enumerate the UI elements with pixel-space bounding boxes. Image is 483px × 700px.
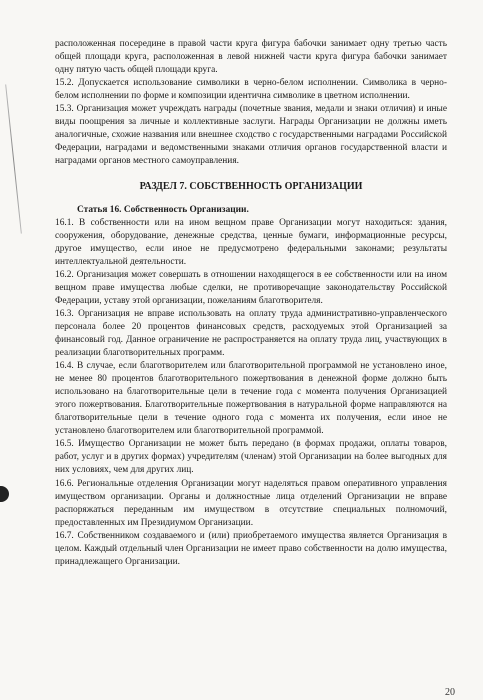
section-title: РАЗДЕЛ 7. СОБСТВЕННОСТЬ ОРГАНИЗАЦИИ [139, 181, 363, 193]
page-number: 20 [445, 687, 455, 698]
paragraph-16-6: 16.6. Региональные отделения Организации могут наделяться правом оперативного управления имуществом организации. Органы и должностные лица отделений Организации не вправе распоряжаться переданным им имуществом в отсутствие специальных полномочий, предоставленных им Президиумом Организации. [55, 478, 447, 528]
paragraph-16-5: 16.5. Имущество Организации не может быть передано (в формах продажи, оплаты товаров, работ, услуг и в других формах) учредителям (членам) этой Организации на более выгодных для них условиях, чем для других лиц. [55, 439, 447, 476]
paragraph-15-1-continuation: расположенная посередине в правой части круга фигура бабочки занимает одну третью часть общей площади круга, расположенная в левой нижней части круга фигура бабочки занимает одну пятую часть общей площади круга. [55, 39, 447, 76]
document-body [55, 38, 447, 569]
paragraph-16-4: 16.4. В случае, если благотворителем или благотворительной программой не установлено иное, не менее 80 процентов благотворительного пожертвования в денежной форме должно быть использовано на благотворительные цели в течение года с момента получения Организацией этого пожертвования. Благотворительные пожертвования в натуральной форме направляются на благотворительные цели в течение одного года с момента их получения, если иное не установлено благотворителем или благотворительной программой. [55, 361, 447, 437]
paragraph-16-2: 16.2. Организация может совершать в отношении находящегося в ее собственности или на ином вещном праве имущества любые сделки, не противоречащие законодательству Российской Федерации, уставу этой организации, пожеланиям благотворителя. [55, 269, 447, 306]
paragraph-16-7: 16.7. Собственником создаваемого и (или) приобретаемого имущества является Организация в целом. Каждый отдельный член Организации не имеет право собственности на долю имущества, принадлежащего Организации. [55, 530, 447, 567]
paragraph-15-2: 15.2. Допускается использование символики в черно-белом исполнении. Символика в черно-белом исполнении по форме и композиции идентична символике в цветном исполнении. [55, 78, 447, 102]
paragraph-16-1: 16.1. В собственности или на ином вещном праве Организации могут находиться: здания, сооружения, оборудование, денежные средства, ценные бумаги, информационные ресурсы, другое имущество, если иное не предусмотрено федеральными законами; результаты интеллектуальной деятельности. [55, 217, 447, 267]
paragraph-16-3: 16.3. Организация не вправе использовать на оплату труда административно-управленческого персонала более 20 процентов финансовых средств, расходуемых этой Организацией за финансовый год. Данное ограничение не распространяется на оплату труда лиц, участвующих в реализации благотворительных программ. [55, 308, 447, 359]
paragraph-15-3: 15.3. Организация может учреждать награды (почетные звания, медали и знаки отличия) и иные виды поощрения за личные и коллективные заслуги. Награды Организации не должны иметь аналогичные, схожие названия или внешнее сходство с государственными наградами Российской Федерации, наградами и ведомственными знаками отличия органов государственной власти и наградами органов местного самоуправления. [55, 104, 447, 167]
article-title: Статья 16. Собственность Организации. [77, 204, 249, 215]
scan-fold-mark [5, 84, 22, 233]
binding-hole [0, 486, 9, 502]
